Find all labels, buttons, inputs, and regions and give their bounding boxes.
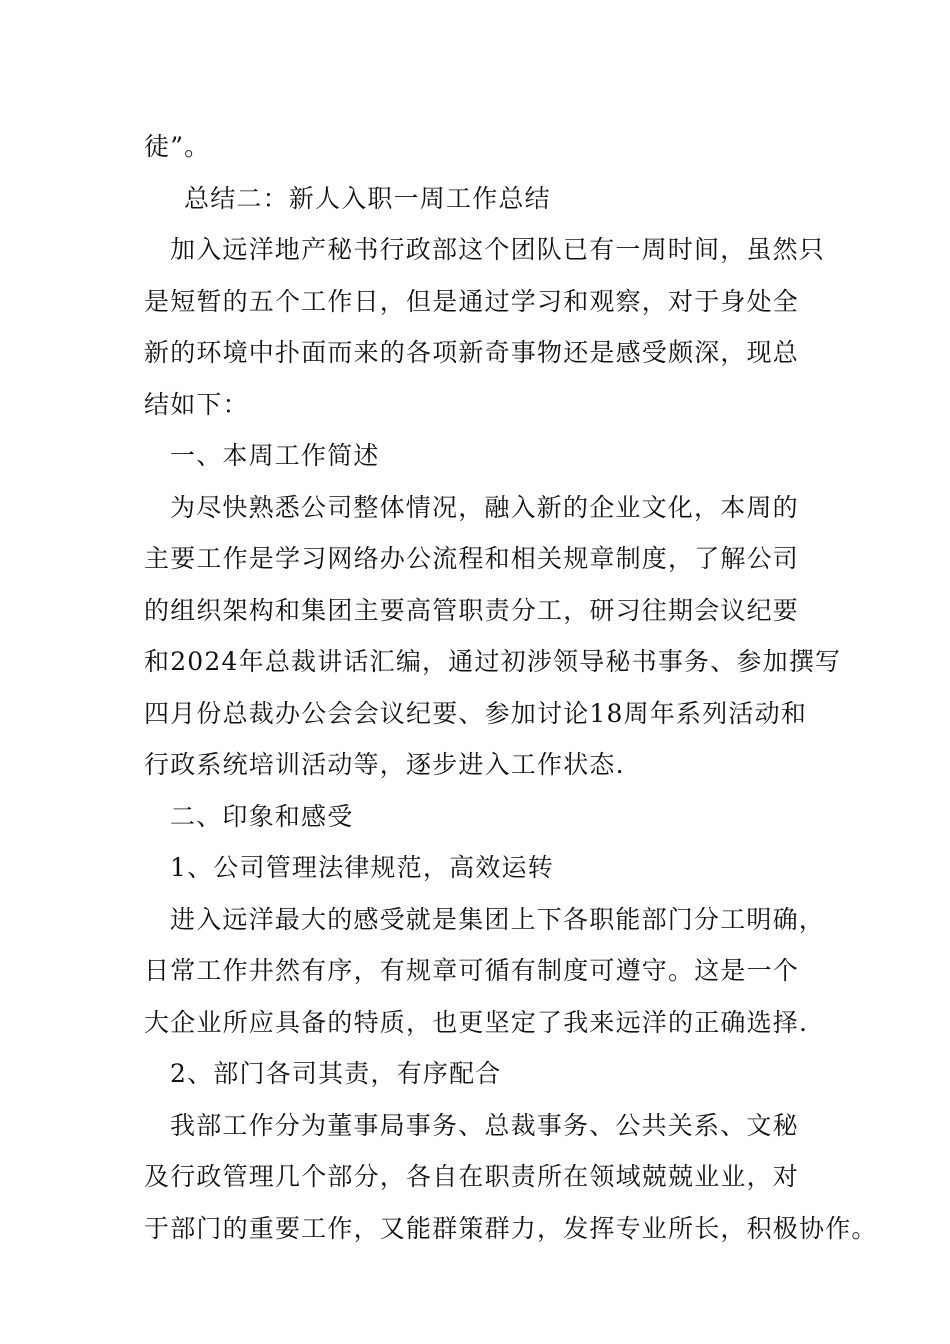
paragraph-line: 大企业所应具备的特质，也更坚定了我来远洋的正确选择. [144, 1008, 809, 1037]
subheading: 一、本周工作简述 [170, 441, 380, 470]
paragraph-line: 及行政管理几个部分，各自在职责所在领域兢兢业业，对 [144, 1162, 800, 1191]
subheading: 2、部门各司其责，有序配合 [170, 1059, 502, 1088]
paragraph-line: 我部工作分为董事局事务、总裁事务、公共关系、文秘 [170, 1111, 799, 1140]
paragraph-line: 新的环境中扑面而来的各项新奇事物还是感受颇深，现总 [144, 338, 800, 367]
subheading: 1、公司管理法律规范，高效运转 [170, 853, 554, 882]
paragraph-line: 行政系统培训活动等，逐步进入工作状态. [144, 750, 625, 779]
paragraph-line: 为尽快熟悉公司整体情况，融入新的企业文化，本周的 [170, 493, 799, 522]
subheading: 二、印象和感受 [170, 802, 354, 831]
paragraph-line: 结如下： [144, 390, 249, 419]
paragraph-line: 和2024年总裁讲话汇编，通过初涉领导秘书事务、参加撰写 [144, 647, 842, 676]
paragraph-line: 于部门的重要工作，又能群策群力，发挥专业所长，积极协作。 [144, 1214, 878, 1243]
paragraph-line: 是短暂的五个工作日，但是通过学习和观察，对于身处全 [144, 287, 800, 316]
paragraph-line: 主要工作是学习网络办公流程和相关规章制度，了解公司 [144, 544, 800, 573]
paragraph-line: 日常工作井然有序，有规章可循有制度可遵守。这是一个 [144, 956, 800, 985]
paragraph-line: 的组织架构和集团主要高管职责分工，研习往期会议纪要 [144, 596, 800, 625]
paragraph-line: 加入远洋地产秘书行政部这个团队已有一周时间，虽然只 [170, 235, 826, 264]
paragraph-line: 进入远洋最大的感受就是集团上下各职能部门分工明确， [170, 905, 826, 934]
section-title: 总结二：新人入职一周工作总结 [184, 184, 551, 213]
paragraph-line: 四月份总裁办公会会议纪要、参加讨论18周年系列活动和 [144, 699, 808, 728]
text-line: 徒”。 [144, 132, 211, 161]
